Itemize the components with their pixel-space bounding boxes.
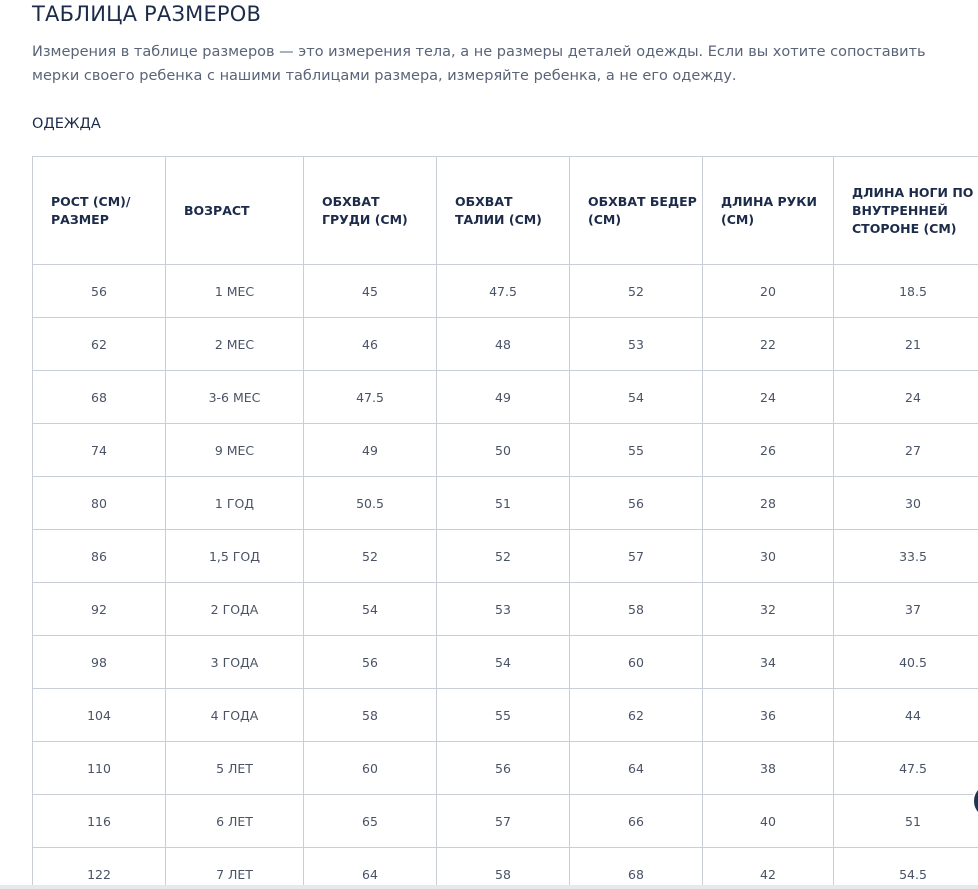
table-cell: 38 [703,742,834,795]
table-cell: 2 МЕС [166,318,304,371]
table-row [33,477,978,530]
table-cell: 47.5 [304,371,437,424]
table-cell: 52 [570,265,703,318]
table-cell: 49 [437,371,570,424]
section-title: ОДЕЖДА [32,116,101,132]
table-cell: 32 [703,583,834,636]
table-cell: 68 [33,371,166,424]
table-cell: 42 [703,848,834,889]
header-inseam: ДЛИНА НОГИ ПО ВНУТРЕННЕЙ СТОРОНЕ (СМ) [834,157,978,265]
table-cell: 6 ЛЕТ [166,795,304,848]
table-cell: 64 [304,848,437,889]
table-cell: 51 [834,795,978,848]
table-row [33,424,978,477]
table-row [33,318,978,371]
header-age: ВОЗРАСТ [166,157,304,265]
table-row [33,583,978,636]
table-cell: 4 ГОДА [166,689,304,742]
table-cell: 7 ЛЕТ [166,848,304,889]
table-cell: 2 ГОДА [166,583,304,636]
header-arm-length: ДЛИНА РУКИ (СМ) [703,157,834,265]
table-cell: 1 МЕС [166,265,304,318]
table-cell: 50.5 [304,477,437,530]
table-cell: 48 [437,318,570,371]
table-cell: 56 [570,477,703,530]
table-cell: 44 [834,689,978,742]
table-cell: 104 [33,689,166,742]
table-cell: 21 [834,318,978,371]
table-cell: 62 [570,689,703,742]
table-cell: 53 [570,318,703,371]
table-cell: 53 [437,583,570,636]
table-cell: 24 [703,371,834,424]
table-cell: 30 [703,530,834,583]
table-cell: 116 [33,795,166,848]
table-cell: 66 [570,795,703,848]
table-row [33,795,978,848]
table-cell: 5 ЛЕТ [166,742,304,795]
table-cell: 24 [834,371,978,424]
size-table [32,156,978,889]
table-row [33,371,978,424]
table-row [33,689,978,742]
table-cell: 28 [703,477,834,530]
table-cell: 98 [33,636,166,689]
table-cell: 56 [304,636,437,689]
table-cell: 51 [437,477,570,530]
table-cell: 46 [304,318,437,371]
table-cell: 65 [304,795,437,848]
table-cell: 110 [33,742,166,795]
table-cell: 22 [703,318,834,371]
table-cell: 55 [437,689,570,742]
table-cell: 54 [570,371,703,424]
table-cell: 58 [304,689,437,742]
horizontal-scrollbar[interactable] [0,885,978,889]
table-cell: 56 [437,742,570,795]
table-row [33,742,978,795]
table-cell: 47.5 [437,265,570,318]
table-cell: 57 [437,795,570,848]
table-cell: 26 [703,424,834,477]
header-hips: ОБХВАТ БЕДЕР (СМ) [570,157,703,265]
table-cell: 9 МЕС [166,424,304,477]
intro-text: Измерения в таблице размеров — это измерения тела, а не размеры деталей одежды. Если вы хотите сопоставить мерки своего ребенка с нашими таблицами размера, измеряйте ребенка, а не его одежду. [32,44,926,84]
table-cell: 74 [33,424,166,477]
table-cell: 57 [570,530,703,583]
table-row [33,265,978,318]
table-cell: 86 [33,530,166,583]
table-cell: 33.5 [834,530,978,583]
table-cell: 1,5 ГОД [166,530,304,583]
table-header-row [33,157,978,265]
table-cell: 58 [570,583,703,636]
table-cell: 52 [437,530,570,583]
table-cell: 54 [304,583,437,636]
header-height-size: РОСТ (СМ)/ РАЗМЕР [33,157,166,265]
table-cell: 37 [834,583,978,636]
table-cell: 47.5 [834,742,978,795]
table-cell: 1 ГОД [166,477,304,530]
table-cell: 34 [703,636,834,689]
table-cell: 55 [570,424,703,477]
size-table-container [32,156,978,889]
table-row [33,636,978,689]
table-cell: 80 [33,477,166,530]
table-cell: 30 [834,477,978,530]
table-cell: 27 [834,424,978,477]
table-cell: 60 [570,636,703,689]
table-cell: 50 [437,424,570,477]
table-cell: 52 [304,530,437,583]
header-chest: ОБХВАТ ГРУДИ (СМ) [304,157,437,265]
table-cell: 49 [304,424,437,477]
table-cell: 3 ГОДА [166,636,304,689]
table-cell: 18.5 [834,265,978,318]
table-cell: 20 [703,265,834,318]
table-cell: 92 [33,583,166,636]
table-cell: 62 [33,318,166,371]
table-cell: 122 [33,848,166,889]
table-cell: 56 [33,265,166,318]
page-title: ТАБЛИЦА РАЗМЕРОВ [32,2,262,26]
table-cell: 54 [437,636,570,689]
table-cell: 40 [703,795,834,848]
table-cell: 60 [304,742,437,795]
header-waist: ОБХВАТ ТАЛИИ (СМ) [437,157,570,265]
table-row [33,848,978,889]
table-cell: 54.5 [834,848,978,889]
table-cell: 68 [570,848,703,889]
table-cell: 40.5 [834,636,978,689]
table-cell: 3-6 МЕС [166,371,304,424]
table-cell: 64 [570,742,703,795]
table-cell: 36 [703,689,834,742]
table-row [33,530,978,583]
table-cell: 45 [304,265,437,318]
table-cell: 58 [437,848,570,889]
